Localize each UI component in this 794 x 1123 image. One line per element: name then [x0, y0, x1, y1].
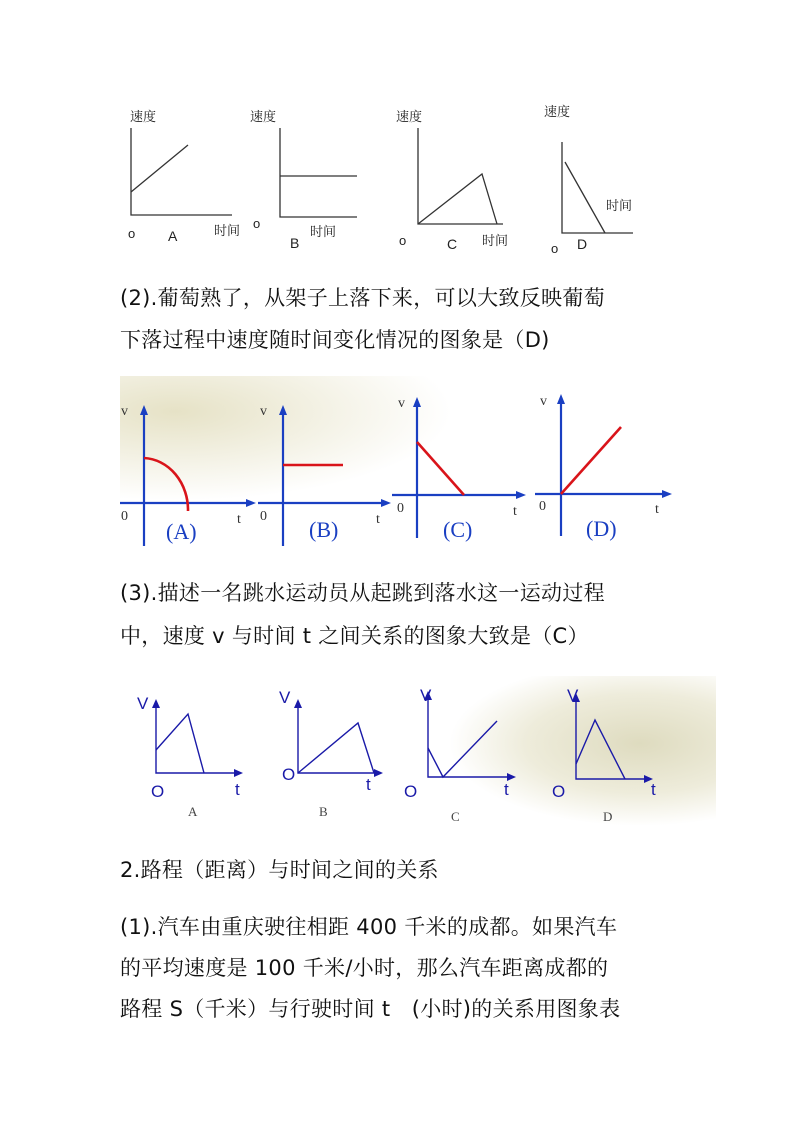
panel-b-ylabel: V [279, 688, 291, 707]
panel-b-xlabel: t [376, 512, 380, 527]
panel-c-origin: o [399, 233, 407, 248]
panel-a-axes [131, 128, 232, 215]
panel-b-line [298, 723, 374, 773]
panel-d-letter: D [577, 236, 588, 252]
panel-d-origin: 0 [539, 499, 546, 514]
panel-b-axes [280, 128, 357, 217]
panel-a-letter: A [168, 228, 178, 244]
panel-a-origin: o [128, 226, 136, 241]
question-1-line-2: 的平均速度是 100 千米/小时，那么汽车距离成都的 [120, 956, 609, 980]
panel-b-y-arrow [294, 699, 302, 708]
panel-d-ylabel: V [567, 686, 579, 705]
panel-b-origin: O [282, 765, 296, 784]
panel-d-letter: D [603, 809, 613, 824]
panel-b-origin: o [253, 216, 261, 231]
panel-b-letter: B [290, 235, 300, 251]
panel-a-ylabel: V [137, 694, 149, 713]
panel-d-origin: o [551, 241, 559, 256]
panel-b-letter: B [319, 804, 328, 819]
panel-a-ylabel: v [121, 404, 128, 419]
figure-speed-time-1-svg [120, 100, 675, 260]
question-2-line-1: (2).葡萄熟了，从架子上落下来，可以大致反映葡萄 [120, 286, 605, 310]
question-3-line-1: (3).描述一名跳水运动员从起跳到落水这一运动过程 [120, 581, 605, 605]
panel-b-xlabel: t [366, 775, 371, 794]
panel-c-xlabel: 时间 [482, 233, 509, 248]
panel-d-xlabel: t [655, 502, 659, 517]
question-3-line-2: 中，速度 v 与时间 t 之间关系的图象大致是（C） [120, 624, 589, 648]
figure-diver [120, 676, 716, 826]
question-2-line-2: 下落过程中速度随时间变化情况的图象是（D) [120, 328, 550, 352]
panel-c-letter: C [447, 236, 458, 252]
question-1-line-1: (1).汽车由重庆驶往相距 400 千米的成都。如果汽车 [120, 915, 618, 939]
panel-c-origin: 0 [397, 501, 404, 516]
panel-a-origin: 0 [121, 509, 128, 524]
figure-grape-fall [120, 376, 672, 554]
panel-a-origin: O [151, 782, 165, 801]
panel-a-xlabel: 时间 [214, 223, 241, 238]
figure-grape-fall-svg [120, 376, 672, 554]
panel-b-xlabel: 时间 [310, 224, 337, 239]
panel-c-xlabel: t [504, 780, 509, 799]
panel-b-origin: 0 [260, 509, 267, 524]
panel-c-letter: (C) [443, 517, 473, 542]
panel-c-letter: C [451, 809, 460, 824]
panel-d-letter: (D) [586, 516, 617, 541]
panel-a-line [131, 145, 188, 192]
panel-d-line [565, 162, 605, 233]
panel-a-xlabel: t [235, 780, 240, 799]
panel-a-line [156, 714, 204, 773]
panel-c-ylabel: V [420, 686, 432, 705]
panel-d-ylabel: 速度 [544, 104, 571, 119]
panel-b-ylabel: 速度 [250, 109, 277, 124]
panel-d-xlabel: 时间 [606, 198, 633, 213]
panel-d-origin: O [552, 782, 566, 801]
panel-a-y-arrow [152, 699, 160, 708]
panel-d-ylabel: v [540, 394, 547, 409]
panel-a-xlabel: t [237, 512, 241, 527]
panel-a-letter: (A) [166, 519, 197, 544]
panel-c-line [418, 174, 497, 224]
panel-b-ylabel: v [260, 404, 267, 419]
panel-a-ylabel: 速度 [130, 109, 157, 124]
panel-c-origin: O [404, 782, 418, 801]
panel-c-ylabel: v [398, 396, 405, 411]
panel-a-letter: A [188, 804, 198, 819]
panel-c-ylabel: 速度 [396, 109, 423, 124]
panel-b-letter: (B) [309, 517, 339, 542]
question-1-line-3: 路程 S（千米）与行驶时间 t (小时)的关系用图象表 [120, 997, 621, 1021]
panel-a-axes [156, 706, 238, 773]
section-2-heading: 2.路程（距离）与时间之间的关系 [120, 858, 439, 882]
figure-diver-svg [120, 676, 716, 826]
panel-a-x-arrow [234, 769, 243, 777]
panel-d-xlabel: t [651, 780, 656, 799]
figure-speed-time-1 [120, 100, 675, 260]
panel-c-axes [418, 128, 503, 224]
panel-c-xlabel: t [513, 504, 517, 519]
